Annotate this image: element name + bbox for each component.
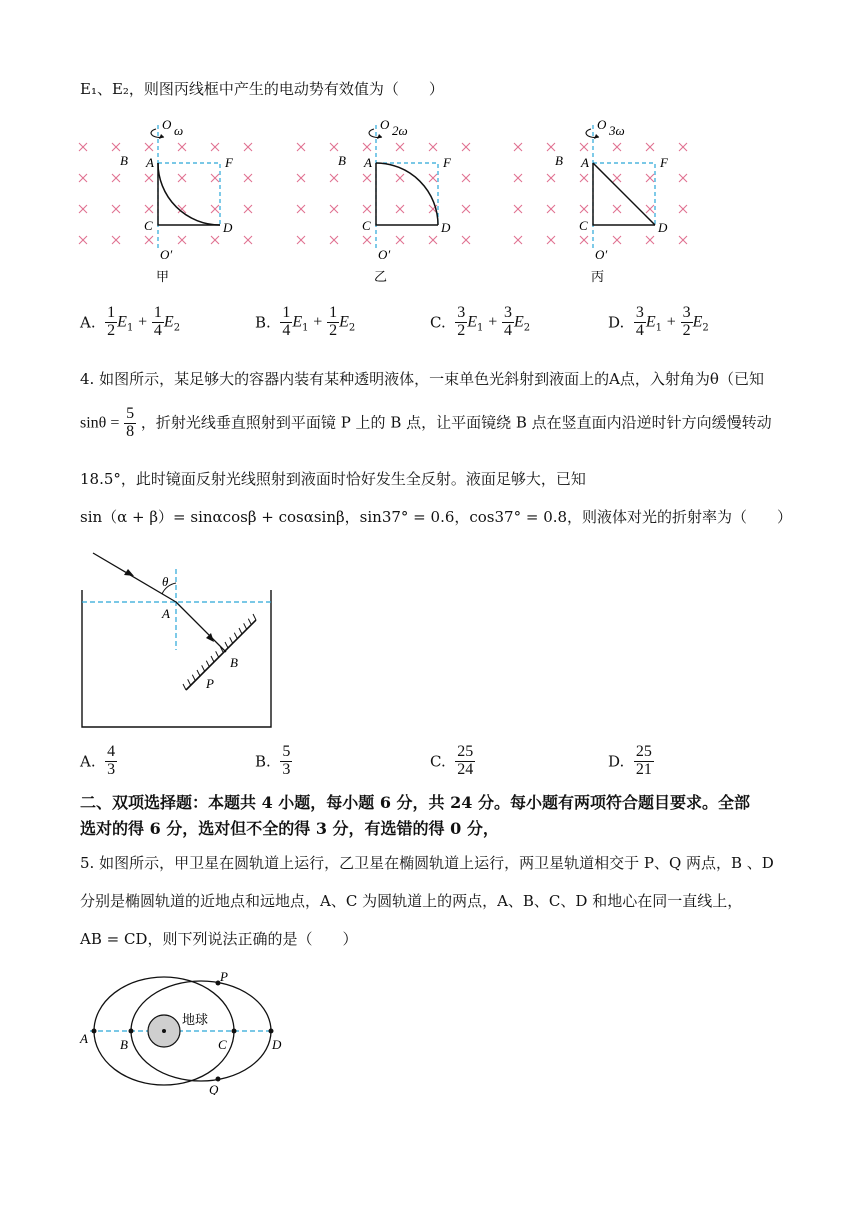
b-field-x-mark: [613, 205, 621, 213]
b-field-x-mark: [514, 236, 522, 244]
q5-line3: AB = CD，则下列说法正确的是（ ）: [80, 930, 358, 948]
b-field-x-mark: [580, 174, 588, 182]
b-field-x-mark: [363, 174, 371, 182]
b-field-x-mark: [211, 174, 219, 182]
svg-text:O: O: [380, 117, 390, 132]
b-field-x-mark: [244, 236, 252, 244]
b-field-x-mark: [679, 174, 687, 182]
b-field-x-mark: [396, 143, 404, 151]
svg-text:A: A: [581, 155, 589, 170]
q4-line2: sinθ = $\frac{5}{8}$ ，折射光线垂直照射到平面镜 P 上的 B 点，让平面镜绕 B 点在竖直面内沿逆时针方向缓慢转动: [80, 405, 772, 440]
b-field-x-mark: [547, 205, 555, 213]
b-field-x-mark: [613, 174, 621, 182]
section2-line2: 选对的得 6 分，选对但不全的得 3 分，有选错的得 0 分，: [80, 819, 499, 838]
q4-figure: [78, 545, 318, 735]
b-field-x-mark: [297, 143, 305, 151]
b-field-x-mark: [79, 143, 87, 151]
b-field-x-mark: [462, 205, 470, 213]
q5-line1: 5. 如图所示，甲卫星在圆轨道上运行，乙卫星在椭圆轨道上运行，两卫星轨道相交于 P、Q 两点，B 、D: [80, 854, 774, 872]
svg-text:C: C: [579, 218, 588, 233]
b-field-x-mark: [580, 236, 588, 244]
b-field-x-mark: [112, 236, 120, 244]
b-field-x-mark: [514, 174, 522, 182]
b-field-x-mark: [363, 205, 371, 213]
b-field-x-mark: [330, 174, 338, 182]
b-field-x-mark: [178, 236, 186, 244]
b-field-x-mark: [244, 143, 252, 151]
q5-label-B: B: [120, 1037, 128, 1052]
svg-text:B: B: [338, 153, 346, 168]
b-field-x-mark: [429, 236, 437, 244]
omega-label: ω: [174, 123, 184, 138]
b-field-x-mark: [244, 174, 252, 182]
b-field-x-mark: [112, 174, 120, 182]
svg-text:A: A: [146, 155, 154, 170]
q5-label-D: D: [272, 1037, 282, 1052]
b-field-x-mark: [211, 236, 219, 244]
b-field-x-mark: [646, 236, 654, 244]
figure-yi: [296, 115, 496, 285]
q4-line1: 4. 如图所示，某足够大的容器内装有某种透明液体，一束单色光斜射到液面上的A点，入射角为θ（已知: [80, 370, 764, 388]
q5-label-Q: Q: [209, 1082, 219, 1095]
b-field-x-mark: [462, 143, 470, 151]
figure-caption: 甲: [156, 269, 170, 284]
b-field-x-mark: [580, 205, 588, 213]
b-field-x-mark: [429, 174, 437, 182]
q3-option-a[interactable]: A. $\frac{1}{2}$ $E_1$ + $\frac{1}{4}$ $E_2$: [80, 304, 181, 339]
b-field-x-mark: [396, 205, 404, 213]
b-field-x-mark: [178, 143, 186, 151]
b-field-x-mark: [79, 174, 87, 182]
svg-text:D: D: [658, 220, 668, 235]
b-field-x-mark: [112, 205, 120, 213]
q3-option-b[interactable]: B. $\frac{1}{4}$ $E_1$ + $\frac{1}{2}$ $E_2$: [255, 304, 356, 339]
b-field-x-mark: [679, 143, 687, 151]
b-field-x-mark: [679, 236, 687, 244]
svg-text:O: O: [162, 117, 172, 132]
q4-option-d[interactable]: D. $\frac{25}{21}$: [608, 743, 652, 778]
b-field-x-mark: [178, 174, 186, 182]
b-field-x-mark: [211, 143, 219, 151]
svg-text:D: D: [441, 220, 451, 235]
q5-figure: [76, 965, 306, 1095]
b-field-x-mark: [297, 205, 305, 213]
svg-text:O: O: [597, 117, 607, 132]
q4-label-P: P: [206, 676, 214, 691]
b-field-x-mark: [462, 236, 470, 244]
b-field-x-mark: [145, 143, 153, 151]
figure-caption: 丙: [591, 269, 605, 284]
figure-caption: 乙: [374, 269, 388, 284]
b-field-x-mark: [297, 236, 305, 244]
b-field-x-mark: [547, 236, 555, 244]
q4-line4: sin（α + β）= sinαcosβ + cosαsinβ，sin37° = 0.6，cos37° = 0.8，则液体对光的折射率为（ ）: [80, 508, 793, 526]
svg-text:O′: O′: [160, 247, 173, 262]
b-field-x-mark: [363, 143, 371, 151]
svg-text:B: B: [555, 153, 563, 168]
svg-text:F: F: [443, 155, 451, 170]
section2-line1: 二、双项选择题：本题共 4 小题，每小题 6 分，共 24 分。每小题有两项符合题目要求。全部: [80, 793, 750, 812]
b-field-x-mark: [514, 205, 522, 213]
b-field-x-mark: [297, 174, 305, 182]
q4-label-B: B: [230, 655, 238, 670]
b-field-x-mark: [79, 236, 87, 244]
svg-text:F: F: [225, 155, 233, 170]
b-field-x-mark: [330, 205, 338, 213]
svg-text:O′: O′: [378, 247, 391, 262]
b-field-x-mark: [613, 143, 621, 151]
q5-label-C: C: [218, 1037, 227, 1052]
b-field-x-mark: [330, 143, 338, 151]
q3-option-c[interactable]: C. $\frac{3}{2}$ $E_1$ + $\frac{3}{4}$ $E_2$: [430, 304, 531, 339]
q4-option-c[interactable]: C. $\frac{25}{24}$: [430, 743, 474, 778]
b-field-x-mark: [547, 174, 555, 182]
b-field-x-mark: [547, 143, 555, 151]
b-field-x-mark: [679, 205, 687, 213]
b-field-x-mark: [244, 205, 252, 213]
svg-text:C: C: [144, 218, 153, 233]
q3-option-d[interactable]: D. $\frac{3}{4}$ $E_1$ + $\frac{3}{2}$ $E_2$: [608, 304, 709, 339]
q3-tail-text: E₁、E₂，则图丙线框中产生的电动势有效值为（ ）: [80, 80, 444, 98]
svg-text:O′: O′: [595, 247, 608, 262]
b-field-x-mark: [363, 236, 371, 244]
b-field-x-mark: [396, 236, 404, 244]
b-field-x-mark: [396, 174, 404, 182]
b-field-x-mark: [646, 143, 654, 151]
b-field-x-mark: [211, 205, 219, 213]
svg-text:F: F: [660, 155, 668, 170]
b-field-x-mark: [79, 205, 87, 213]
q4-option-b[interactable]: B. $\frac{5}{3}$: [255, 743, 291, 778]
q5-label-P: P: [220, 969, 228, 984]
b-field-x-mark: [646, 205, 654, 213]
q4-line3: 18.5°，此时镜面反射光线照射到液面时恰好发生全反射。液面足够大，已知: [80, 470, 586, 488]
b-field-x-mark: [145, 174, 153, 182]
b-field-x-mark: [580, 143, 588, 151]
q4-theta-label: θ: [162, 574, 169, 589]
figure-jia: [78, 115, 278, 285]
svg-text:C: C: [362, 218, 371, 233]
svg-text:A: A: [364, 155, 372, 170]
q5-label-A: A: [80, 1031, 88, 1046]
b-field-x-mark: [429, 143, 437, 151]
figure-bing: [513, 115, 713, 285]
b-field-x-mark: [145, 205, 153, 213]
b-field-x-mark: [145, 236, 153, 244]
omega-label: 3ω: [609, 123, 625, 138]
b-field-x-mark: [462, 174, 470, 182]
q5-earth-label: 地球: [182, 1012, 209, 1027]
svg-text:B: B: [120, 153, 128, 168]
omega-label: 2ω: [392, 123, 408, 138]
b-field-x-mark: [112, 143, 120, 151]
svg-text:D: D: [223, 220, 233, 235]
b-field-x-mark: [613, 236, 621, 244]
b-field-x-mark: [330, 236, 338, 244]
b-field-x-mark: [514, 143, 522, 151]
q4-label-A: A: [162, 606, 170, 621]
q5-line2: 分别是椭圆轨道的近地点和远地点，A、C 为圆轨道上的两点，A、B、C、D 和地心在同一直线上，: [80, 892, 743, 910]
q4-option-a[interactable]: A. $\frac{4}{3}$: [80, 743, 116, 778]
b-field-x-mark: [646, 174, 654, 182]
